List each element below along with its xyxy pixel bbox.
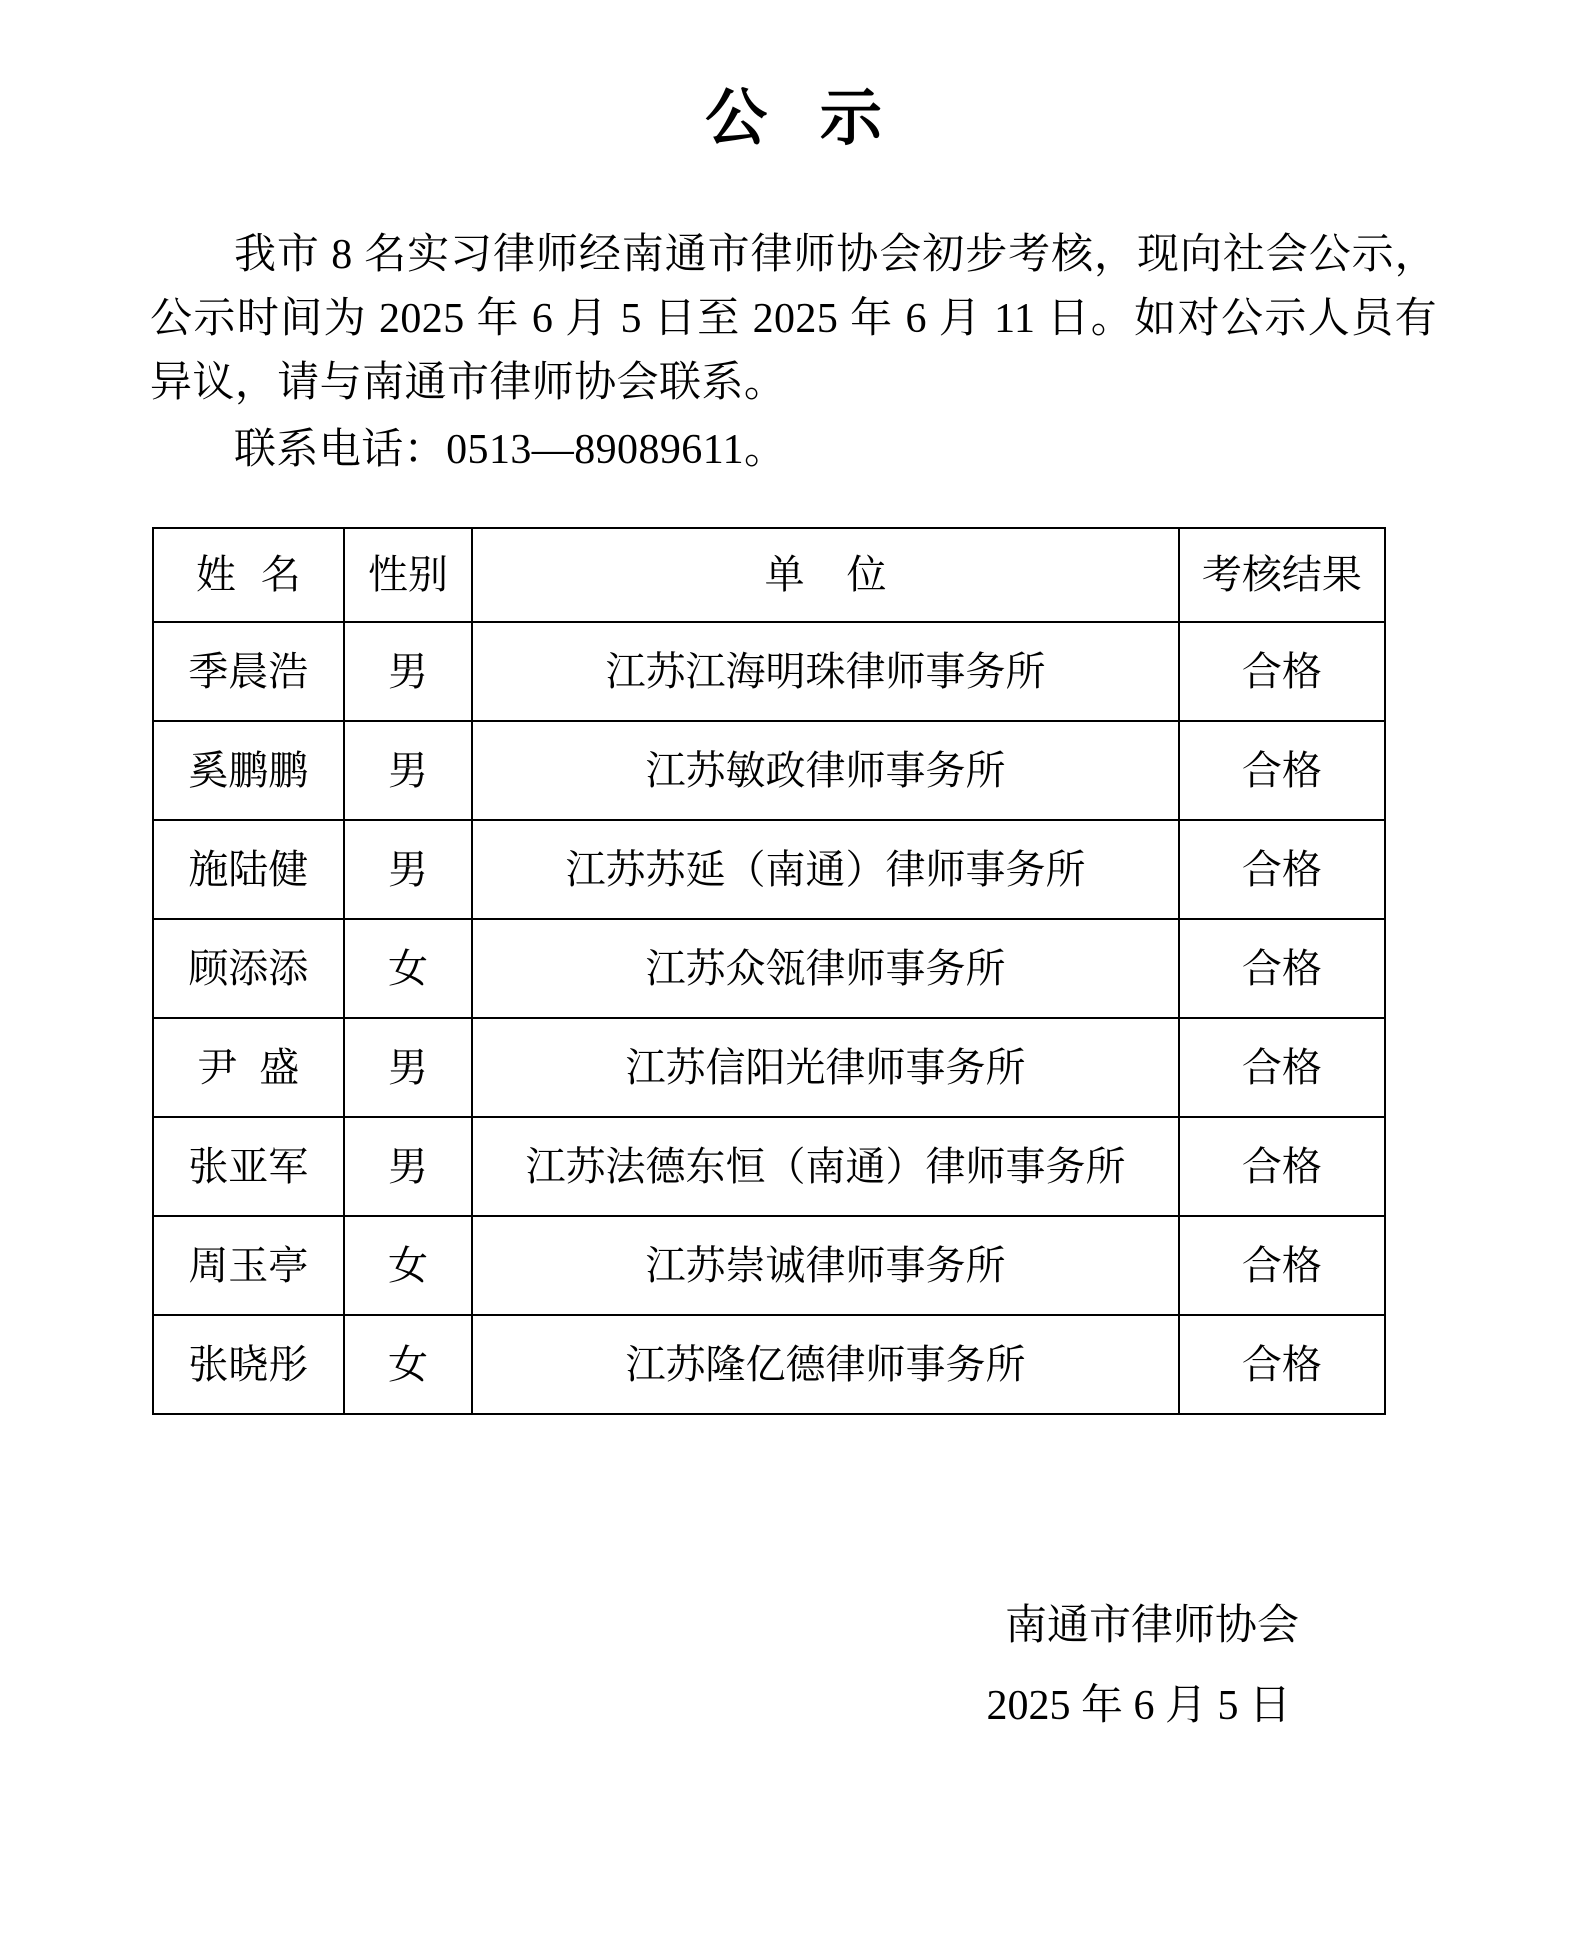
cell-gender [344,721,473,820]
contact-paragraph: 联系电话：0513—89089611。 [234,427,787,474]
cell-gender-label: 男 [387,1044,428,1090]
cell-gender [344,1216,473,1315]
column-header-gender [344,528,473,622]
cell-result [1179,721,1385,820]
signature-block [150,1587,1437,1747]
cell-gender-label: 男 [387,648,428,694]
table-body [153,622,1385,1414]
cell-name [153,721,344,820]
cell-firm-label: 江苏信阳光律师事务所 [625,1044,1026,1090]
cell-firm-label: 江苏众瓴律师事务所 [645,945,1006,991]
cell-name-label: 周玉亭 [188,1242,309,1288]
cell-firm-label: 江苏苏延（南通）律师事务所 [565,846,1086,892]
table-row [153,622,1385,721]
cell-firm [472,622,1179,721]
cell-firm-label: 江苏崇诚律师事务所 [645,1242,1006,1288]
cell-result [1179,1216,1385,1315]
cell-name [153,820,344,919]
cell-name-label: 尹盛 [197,1044,322,1090]
cell-result [1179,622,1385,721]
cell-firm [472,1315,1179,1414]
issue-date: 2025 年 6 月 5 日 [986,1683,1291,1730]
cell-name [153,1018,344,1117]
cell-name [153,1315,344,1414]
table-row [153,1216,1385,1315]
cell-gender [344,622,473,721]
cell-gender-label: 女 [387,1341,428,1387]
cell-name [153,622,344,721]
column-header-name-label: 姓名 [195,552,326,598]
cell-result-label: 合格 [1241,1044,1322,1090]
cell-firm [472,721,1179,820]
notice-paragraph: 我市 8 名实习律师经南通市律师协会初步考核，现向社会公示，公示时间为 2025 年 6 月 5 日至 2025 年 6 月 11 日。如对公示人员有异议，请与南通市律师协会联系。 [150,232,1437,406]
cell-firm-label: 江苏隆亿德律师事务所 [625,1341,1026,1387]
table-row [153,1315,1385,1414]
cell-name-label: 张亚军 [188,1143,309,1189]
cell-result-label: 合格 [1241,1242,1322,1288]
cell-result [1179,1117,1385,1216]
cell-name [153,1216,344,1315]
cell-firm [472,1117,1179,1216]
cell-gender-label: 女 [387,945,428,991]
cell-gender-label: 男 [387,846,428,892]
column-header-result-label: 考核结果 [1201,552,1362,598]
cell-firm-label: 江苏敏政律师事务所 [645,747,1006,793]
cell-gender [344,1117,473,1216]
cell-gender [344,820,473,919]
column-header-gender-label: 性别 [367,552,448,598]
cell-name-label: 奚鹏鹏 [188,747,309,793]
page-title: 公 示 [705,85,901,153]
cell-result-label: 合格 [1241,846,1322,892]
column-header-name [153,528,344,622]
table-header [153,528,1385,622]
cell-result [1179,1315,1385,1414]
cell-firm-label: 江苏江海明珠律师事务所 [605,648,1046,694]
cell-name-label: 顾添添 [188,945,309,991]
cell-result-label: 合格 [1241,648,1322,694]
cell-name-label: 施陆健 [188,846,309,892]
table-row [153,721,1385,820]
cell-gender [344,919,473,1018]
table-row [153,919,1385,1018]
issuing-organization: 南通市律师协会 [1004,1603,1299,1650]
cell-result [1179,1018,1385,1117]
cell-name-label: 季晨浩 [188,648,309,694]
cell-gender [344,1018,473,1117]
cell-firm [472,820,1179,919]
cell-result-label: 合格 [1241,945,1322,991]
cell-gender-label: 男 [387,1143,428,1189]
cell-gender [344,1315,473,1414]
table-header-row [153,528,1385,622]
cell-result-label: 合格 [1241,1143,1322,1189]
cell-result [1179,919,1385,1018]
cell-firm [472,919,1179,1018]
cell-result-label: 合格 [1241,1341,1322,1387]
cell-gender-label: 女 [387,1242,428,1288]
cell-firm [472,1018,1179,1117]
cell-result [1179,820,1385,919]
cell-gender-label: 男 [387,747,428,793]
cell-result-label: 合格 [1241,747,1322,793]
cell-name [153,1117,344,1216]
column-header-firm-label: 单位 [764,552,929,598]
cell-name [153,919,344,1018]
table-row [153,1117,1385,1216]
roster-table [152,527,1386,1415]
cell-firm-label: 江苏法德东恒（南通）律师事务所 [525,1143,1126,1189]
column-header-firm [472,528,1179,622]
body-text [150,224,1437,483]
cell-firm [472,1216,1179,1315]
roster-table-wrapper [150,527,1437,1415]
cell-name-label: 张晓彤 [188,1341,309,1387]
column-header-result [1179,528,1385,622]
table-row [153,820,1385,919]
table-row [153,1018,1385,1117]
